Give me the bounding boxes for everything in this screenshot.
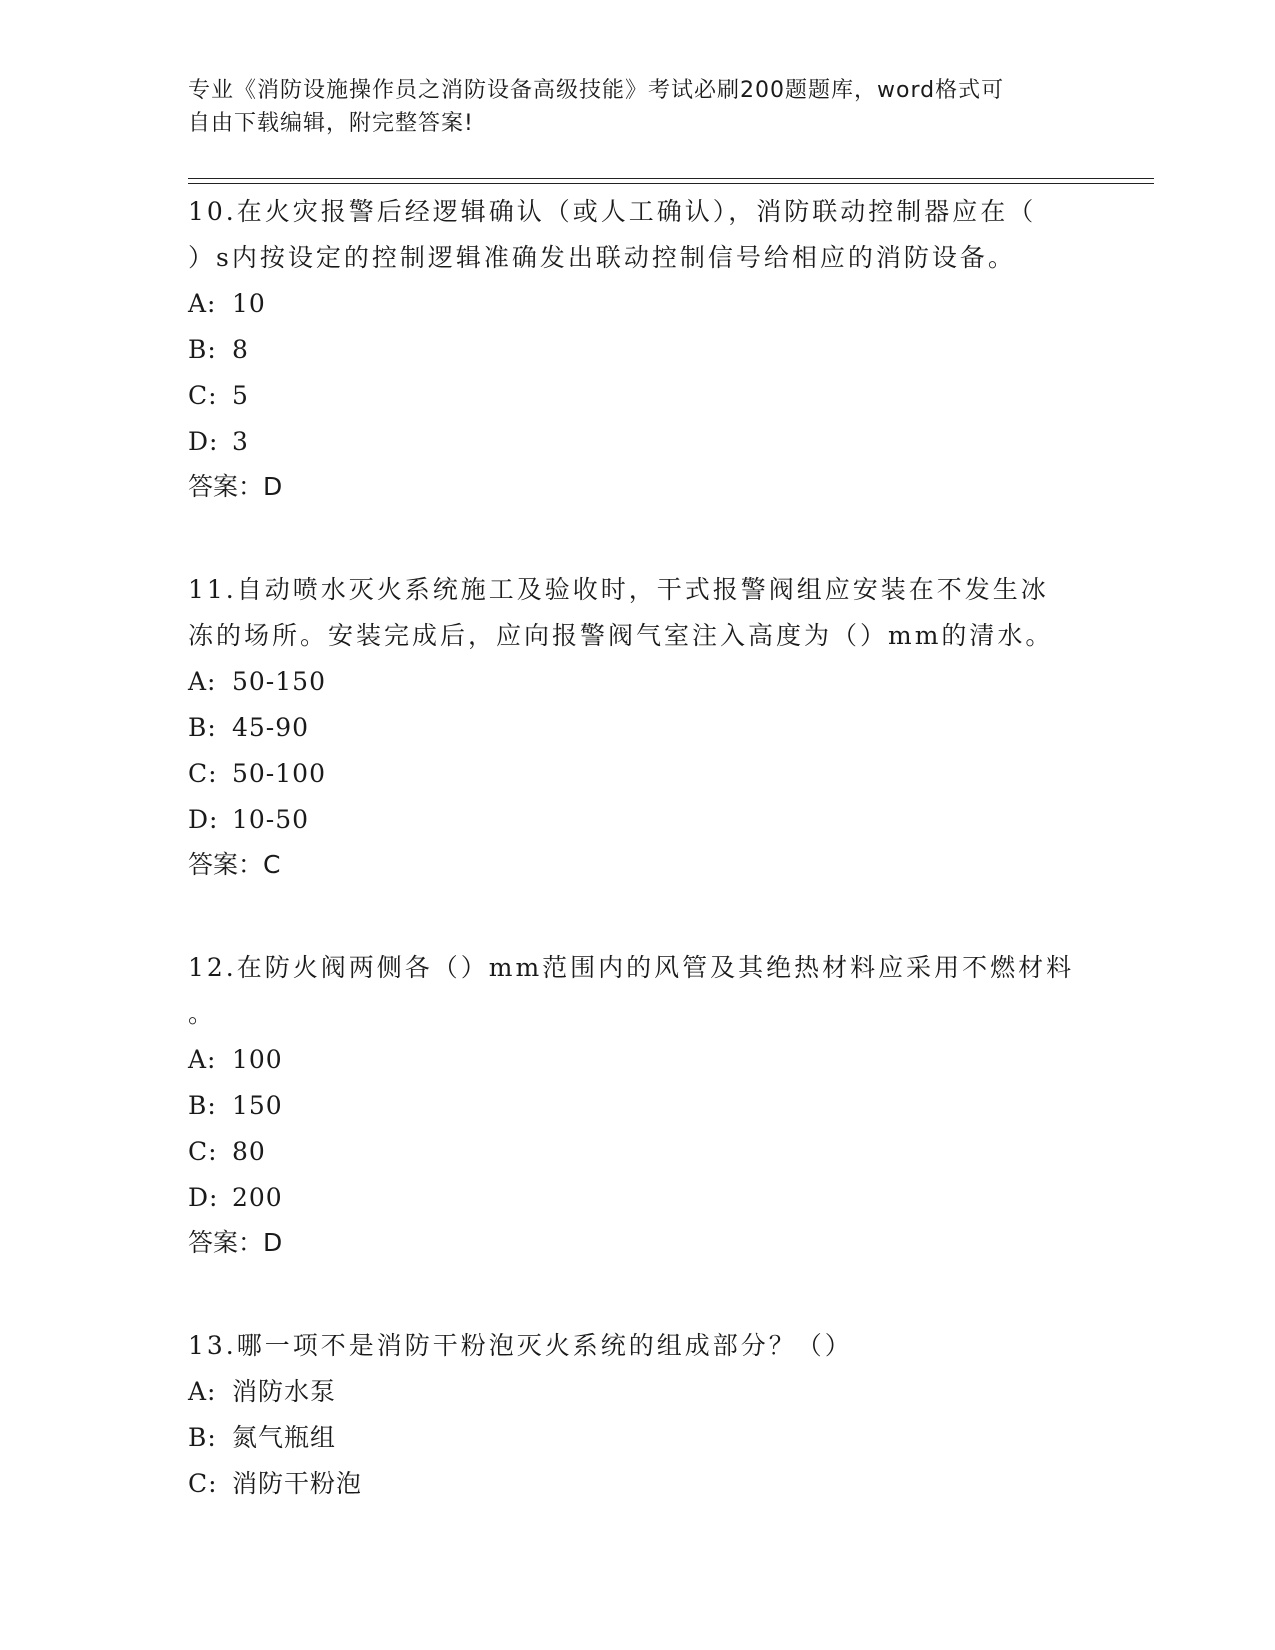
option-value: 200 [232,1183,283,1212]
option-b [188,705,1088,751]
option-c [188,373,1088,419]
option-value: 消防干粉泡 [232,1469,363,1498]
option-letter: C: [188,759,218,788]
option-letter: B: [188,1091,217,1120]
option-c [188,751,1088,797]
option-letter: A: [188,1377,217,1406]
option-value: 氮气瓶组 [232,1423,337,1452]
option-value: 80 [232,1137,266,1166]
spacer [188,1265,1088,1323]
option-value: 10-50 [232,805,310,834]
question-11 [188,567,1088,887]
option-value: 50-100 [232,759,326,788]
header-divider-bottom [188,183,1154,184]
question-text-line-1: 10.在火灾报警后经逻辑确认（或人工确认），消防联动控制器应在（ [188,197,1037,226]
spacer [188,509,1088,567]
option-a [188,1369,1088,1415]
option-value: 45-90 [232,713,310,742]
option-letter: A: [188,1045,217,1074]
option-a [188,1037,1088,1083]
option-list [188,1037,1088,1221]
question-text [188,567,1088,659]
option-letter: B: [188,1423,217,1452]
option-value: 150 [232,1091,283,1120]
option-d [188,797,1088,843]
option-letter: D: [188,1183,219,1212]
option-letter: D: [188,427,219,456]
answer-text: 答案：C [188,850,281,879]
option-list [188,659,1088,843]
option-c [188,1461,1088,1507]
option-list [188,1369,1088,1507]
document-header [188,74,1088,140]
answer-text: 答案：D [188,1228,283,1257]
question-text-line-1: 12.在防火阀两侧各（）mm范围内的风管及其绝热材料应采用不燃材料 [188,953,1075,982]
question-text [188,945,1088,1037]
header-divider-top [188,178,1154,179]
header-title-line-2: 自由下载编辑，附完整答案! [188,111,474,136]
option-a [188,281,1088,327]
question-text-line-1: 11.自动喷水灭火系统施工及验收时，干式报警阀组应安装在不发生冰 [188,575,1049,604]
option-letter: B: [188,713,217,742]
question-text [188,189,1088,281]
question-13 [188,1323,1088,1507]
question-text-line-2: 。 [188,999,217,1028]
option-list [188,281,1088,465]
option-value: 10 [232,289,266,318]
option-c [188,1129,1088,1175]
option-letter: C: [188,1137,218,1166]
question-text-line-1: 13.哪一项不是消防干粉泡灭火系统的组成部分？（） [188,1331,853,1360]
option-letter: D: [188,805,219,834]
header-title-line-1: 专业《消防设施操作员之消防设备高级技能》考试必刷200题题库，word格式可 [188,78,1005,103]
spacer [188,887,1088,945]
option-value: 消防水泵 [232,1377,337,1406]
option-value: 5 [232,381,249,410]
question-12 [188,945,1088,1265]
option-value: 3 [232,427,249,456]
option-value: 100 [232,1045,283,1074]
option-value: 50-150 [232,667,326,696]
option-letter: A: [188,667,217,696]
option-a [188,659,1088,705]
option-d [188,1175,1088,1221]
option-letter: B: [188,335,217,364]
option-value: 8 [232,335,249,364]
option-d [188,419,1088,465]
question-list [188,189,1088,1507]
question-10 [188,189,1088,509]
option-b [188,1415,1088,1461]
question-text-line-2: 冻的场所。安装完成后，应向报警阀气室注入高度为（）mm的清水。 [188,621,1054,650]
answer-text: 答案：D [188,472,283,501]
question-text [188,1323,1088,1369]
question-text-line-2: ）s内按设定的控制逻辑准确发出联动控制信号给相应的消防设备。 [188,243,1016,272]
option-letter: A: [188,289,217,318]
option-b [188,1083,1088,1129]
option-letter: C: [188,381,218,410]
option-letter: C: [188,1469,218,1498]
option-b [188,327,1088,373]
